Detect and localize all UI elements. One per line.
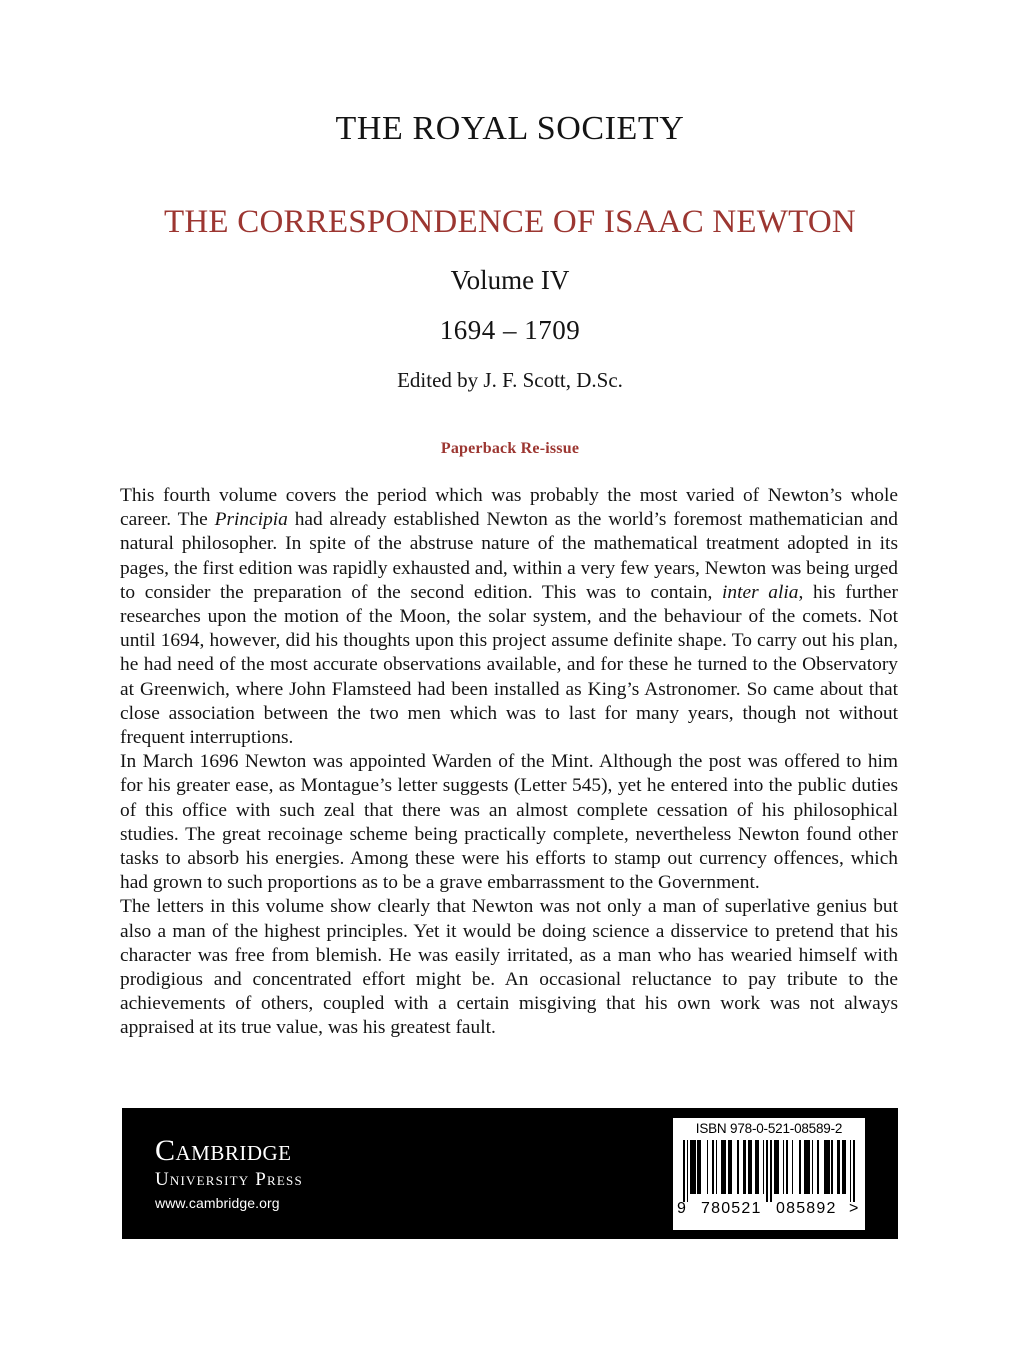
blurb-p1-seg1: This fourth volume covers the period which was probably the most varied of Newton’s whole career. The [120,485,898,531]
blurb-paragraph-2: In March 1696 Newton was appointed Warden of the Mint. Although the post was offered to him for his greater ease, as Montague’s letter suggests (Letter 545), yet he entered into the public duties of this office with such zeal that there was an almost complete cessation of his philosophical studies. The great recoinage scheme being practically complete, nevertheless Newton found other tasks to absorb his energies. Among these were his efforts to stamp out currency offences, which had grown to such proportions as to be a grave embarrassment to the Government. [120,751,898,894]
barcode-digits-right: 085892 [776,1200,837,1217]
blurb-text [120,484,898,1041]
blurb-p1-seg3: , his further researches upon the motion of the Moon, the solar system, and the behaviour of the comets. Not until 1694, however, did his thoughts upon this project assume definite shape. To carry out his plan, he had need of the most accurate observations available, and for these he turned to the Observatory at Greenwich, where John Flamsteed had been installed as King’s Astronomer. So came about that close association between the two men which was to last for many years, though not without frequent interruptions. [120,581,898,749]
blurb-p1-seg2: had already established Newton as the world’s foremost mathematician and natural philosopher. In spite of the abstruse nature of the mathematical treatment adopted in its pages, the first edition was rapidly exhausted and, within a very few years, Newton was being urged to consider the preparation of the second edition. This was to contain, [120,509,899,603]
page-title: THE CORRESPONDENCE OF ISAAC NEWTON [164,204,856,240]
editor-credit: Edited by J. F. Scott, D.Sc. [397,368,623,392]
society-title: THE ROYAL SOCIETY [335,110,685,147]
date-range-label: 1694 – 1709 [439,315,581,345]
publisher-footer-bar [122,1108,898,1239]
isbn-label: ISBN 978-0-521-08589-2 [695,1121,843,1136]
barcode-digit-tail: > [849,1200,860,1217]
reissue-badge: Paperback Re-issue [440,440,580,457]
barcode-digits-left: 780521 [701,1200,762,1217]
blurb-p1-italic-inter-alia: inter alia [722,581,799,603]
publisher-subtitle: University Press [155,1169,303,1190]
blurb-paragraph-3: The letters in this volume show clearly that Newton was not only a man of superlative genius but also a man of the highest principles. Yet it would be doing science a disservice to pretend that his character was free from blemish. He was easily irritated, as a man who has wearied himself with prodigious and concentrated effort might be. An occasional reluctance to pay tribute to the achievements of others, coupled with a certain misgiving that his own work was not always appraised at its true value, was his greatest fault. [120,896,898,1039]
barcode-digits [673,1200,865,1220]
publisher-name: Cambridge [155,1134,292,1167]
cambridge-university-press-logo [155,1135,303,1212]
barcode-digit-lead: 9 [677,1200,688,1217]
blurb-paragraph-1 [120,484,898,750]
barcode-bars [683,1140,855,1202]
blurb-p1-italic-principia: Principia [214,509,288,531]
publisher-website-url[interactable]: www.cambridge.org [155,1195,280,1211]
volume-label: Volume IV [450,265,570,295]
isbn-barcode [673,1118,865,1230]
